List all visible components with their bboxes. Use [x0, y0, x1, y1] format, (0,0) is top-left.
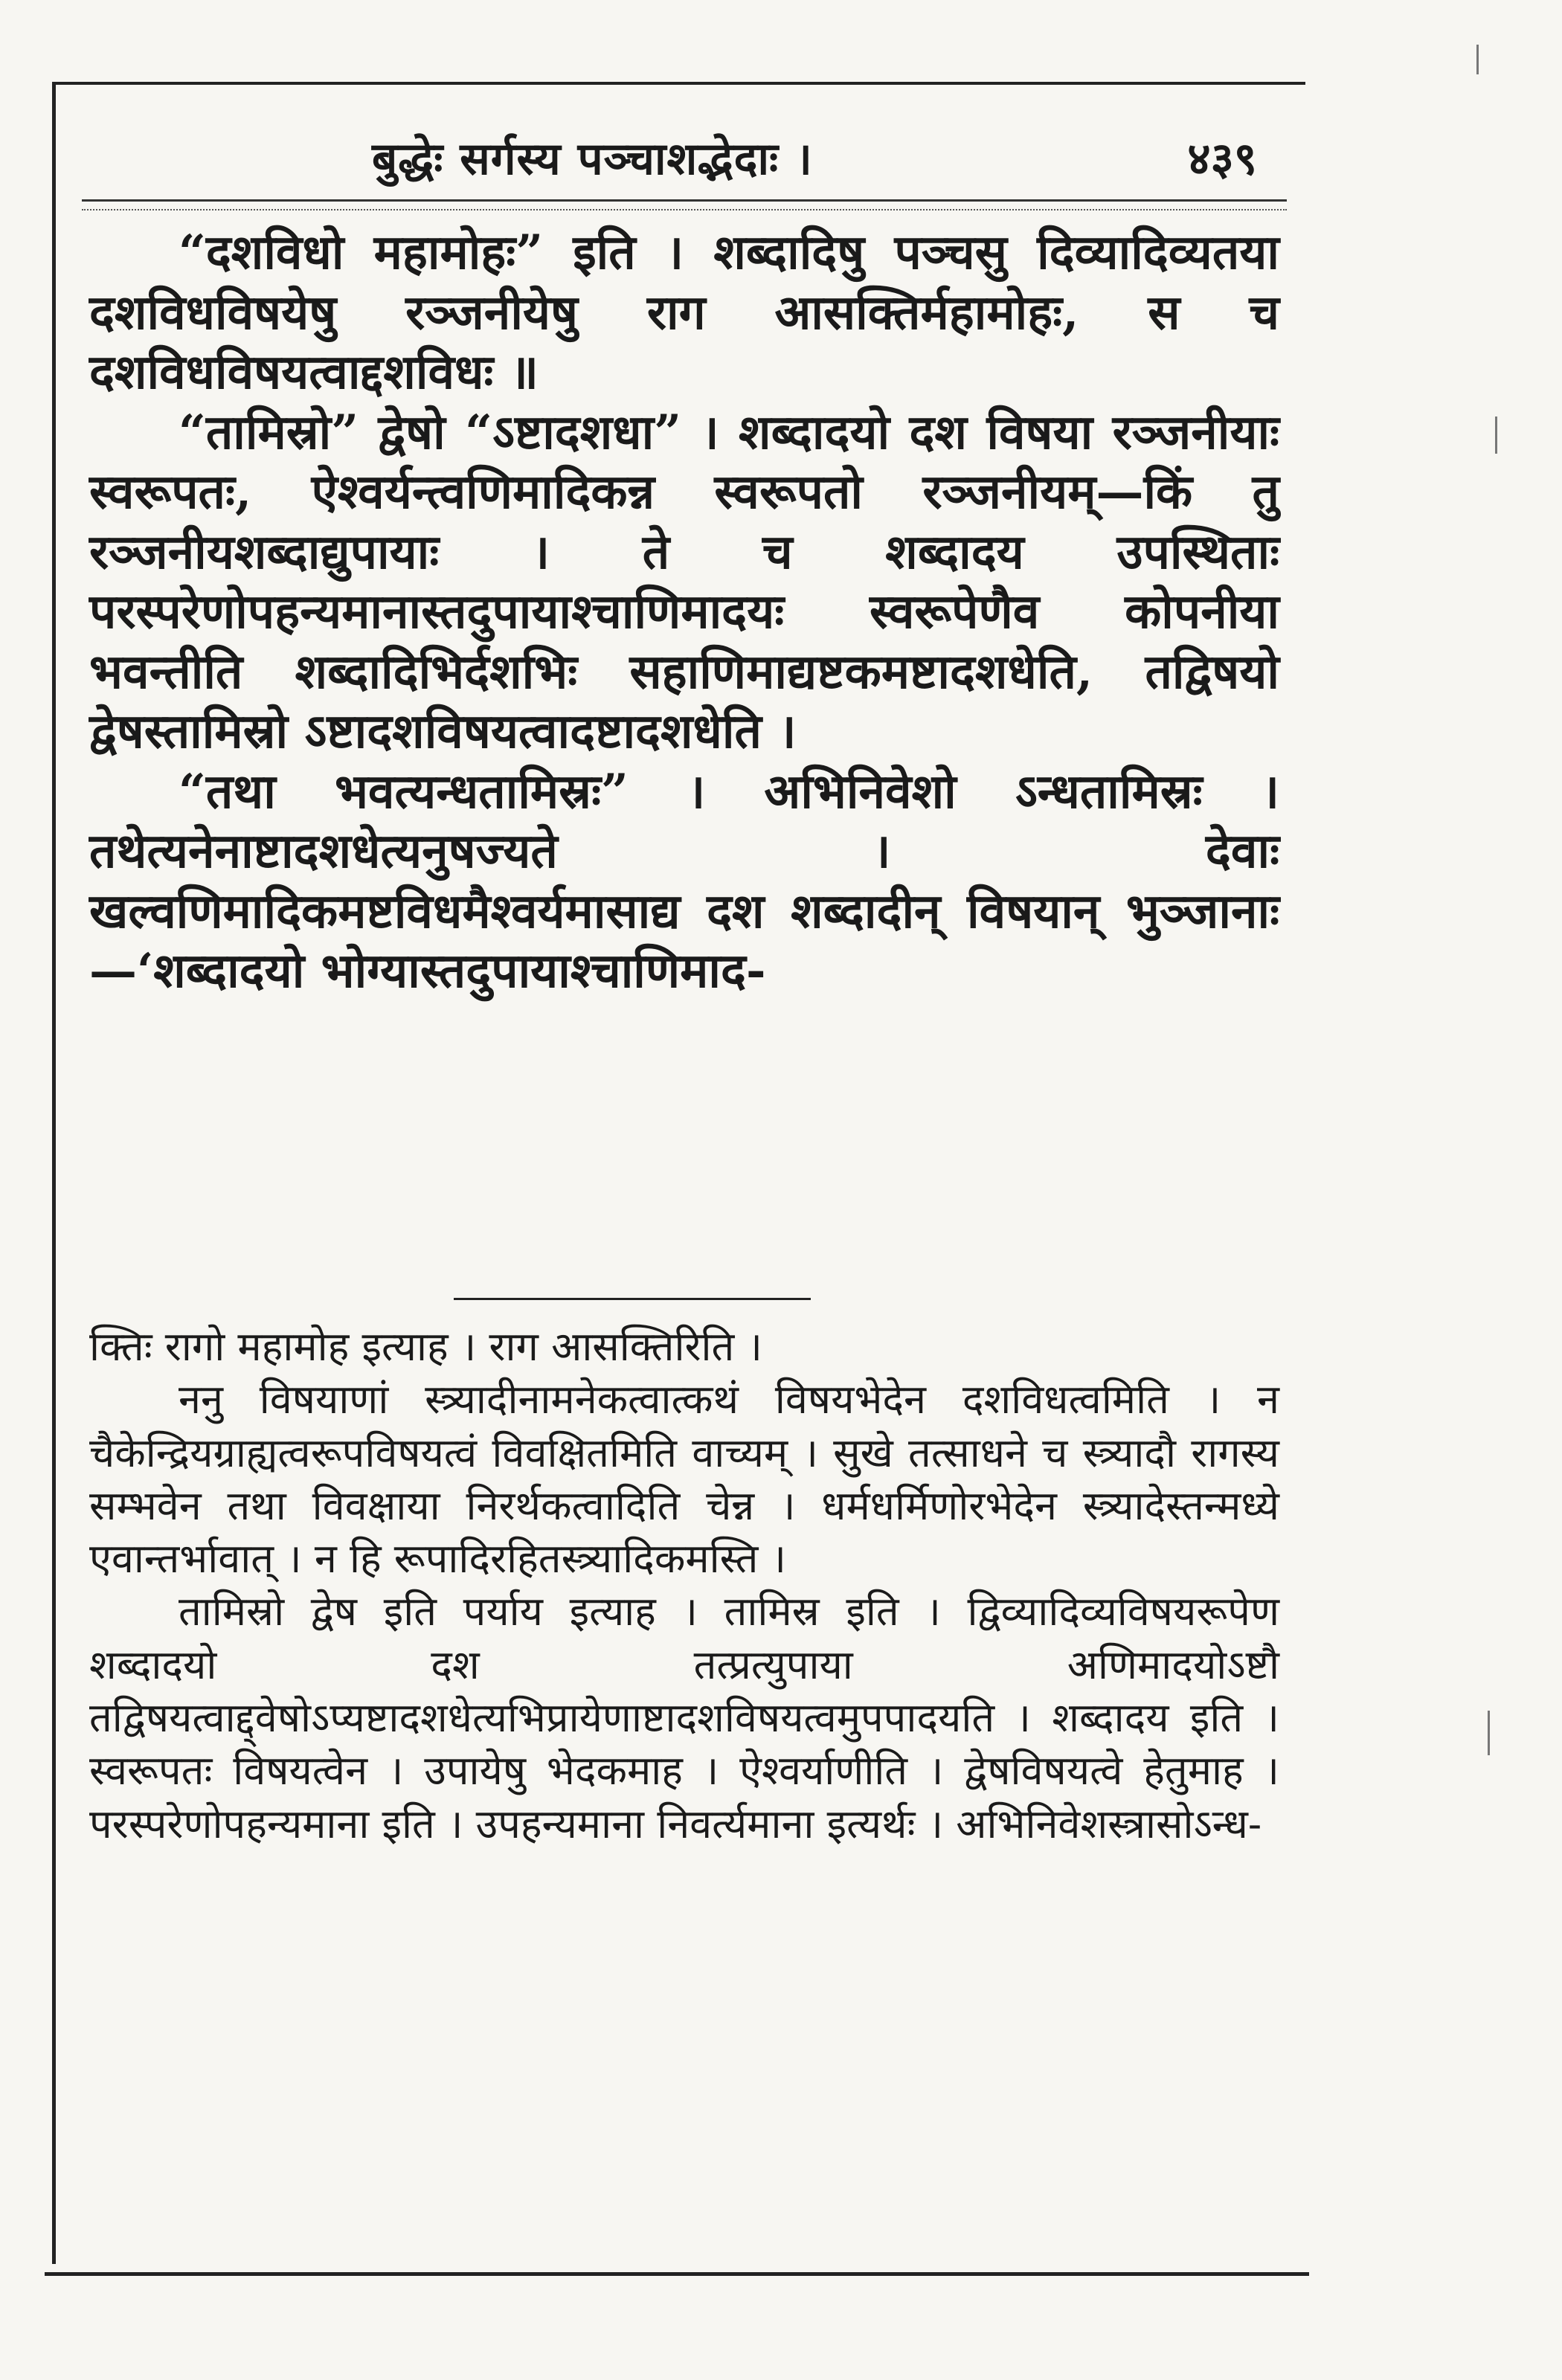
main-paragraph: “दशविधो महामोहः” इति । शब्दादिषु पञ्चसु दिव्यादिव्यतया दशविधविषयेषु रञ्जनीयेषु राग आसक्तिर्महामोहः, स च दशविधविषयत्वाद्दशविधः ॥ [89, 225, 1279, 400]
footnote-separator [454, 1298, 811, 1300]
commentary-block [89, 1320, 1279, 1850]
scan-mark [1488, 1711, 1490, 1755]
scan-mark [1495, 416, 1497, 454]
main-paragraph: “तथा भवत्यन्धतामिस्रः” । अभिनिवेशो ऽन्धतामिस्रः । तथेत्यनेनाष्टादशधेत्यनुषज्यते । देवाः खल्वणिमादिकमष्टविधमैश्वर्यमासाद्य दश शब्दादीन् विषयान् भुञ्जानाः—‘शब्दादयो भोग्यास्तदुपायाश्चाणिमाद- [89, 763, 1279, 999]
page-number: ४३९ [1187, 133, 1257, 185]
header-rule [82, 199, 1287, 210]
page-header [89, 112, 1279, 193]
commentary-paragraph: क्तिः रागो महामोह इत्याह । राग आसक्तिरिति । [89, 1323, 762, 1370]
running-title: बुद्धेः सर्गस्य पञ्चाशद्भेदाः । [372, 133, 813, 185]
scan-mark [1476, 45, 1479, 74]
commentary-paragraph: तामिस्रो द्वेष इति पर्याय इत्याह । तामिस्र इति । द्विव्यादिव्यविषयरूपेण शब्दादयो दश तत्प्रत्युपाया अणिमादयोऽष्टौ तद्विषयत्वाद्द्वेषोऽप्यष्टादशधेत्यभिप्रायेणाष्टादशविषयत्वमुपपादयति । शब्दादय इति । स्वरूपतः विषयत्वेन । उपायेषु भेदकमाह । ऐश्वर्याणीति । द्वेषविषयत्वे हेतुमाह । परस्परेणोपहन्यमाना इति । उपहन्यमाना निवर्त्यमाना इत्यर्थः । अभिनिवेशस्त्रासोऽन्ध- [89, 1588, 1279, 1847]
commentary-paragraph: ननु विषयाणां स्त्र्यादीनामनेकत्वात्कथं विषयभेदेन दशविधत्वमिति । न चैकेन्द्रियग्राह्यत्वरूपविषयत्वं विवक्षितमिति वाच्यम् । सुखे तत्साधने च स्त्र्यादौ रागस्य सम्भवेन तथा विवक्षाया निरर्थकत्वादिति चेन्न । धर्मधर्मिणोरभेदेन स्त्र्यादेस्तन्मध्ये एवान्तर्भावात् । न हि रूपादिरहितस्त्र्यादिकमस्ति । [89, 1376, 1279, 1583]
bottom-rule [45, 2272, 1309, 2276]
main-text-block [89, 223, 1279, 1002]
main-paragraph: “तामिस्रो” द्वेषो “ऽष्टादशधा” । शब्दादयो दश विषया रञ्जनीयाः स्वरूपतः, ऐश्वर्यन्त्वणिमादिकन्न स्वरूपतो रञ्जनीयम्—किं तु रञ्जनीयशब्दाद्युपायाः । ते च शब्दादय उपस्थिताः परस्परेणोपहन्यमानास्तदुपायाश्चाणिमादयः स्वरूपेणैव कोपनीया भवन्तीति शब्दादिभिर्दशभिः सहाणिमाद्यष्टकमष्टादशधेति, तद्विषयो द्वेषस्तामिस्रो ऽष्टादशविषयत्वादष्टादशधेति । [89, 404, 1279, 759]
